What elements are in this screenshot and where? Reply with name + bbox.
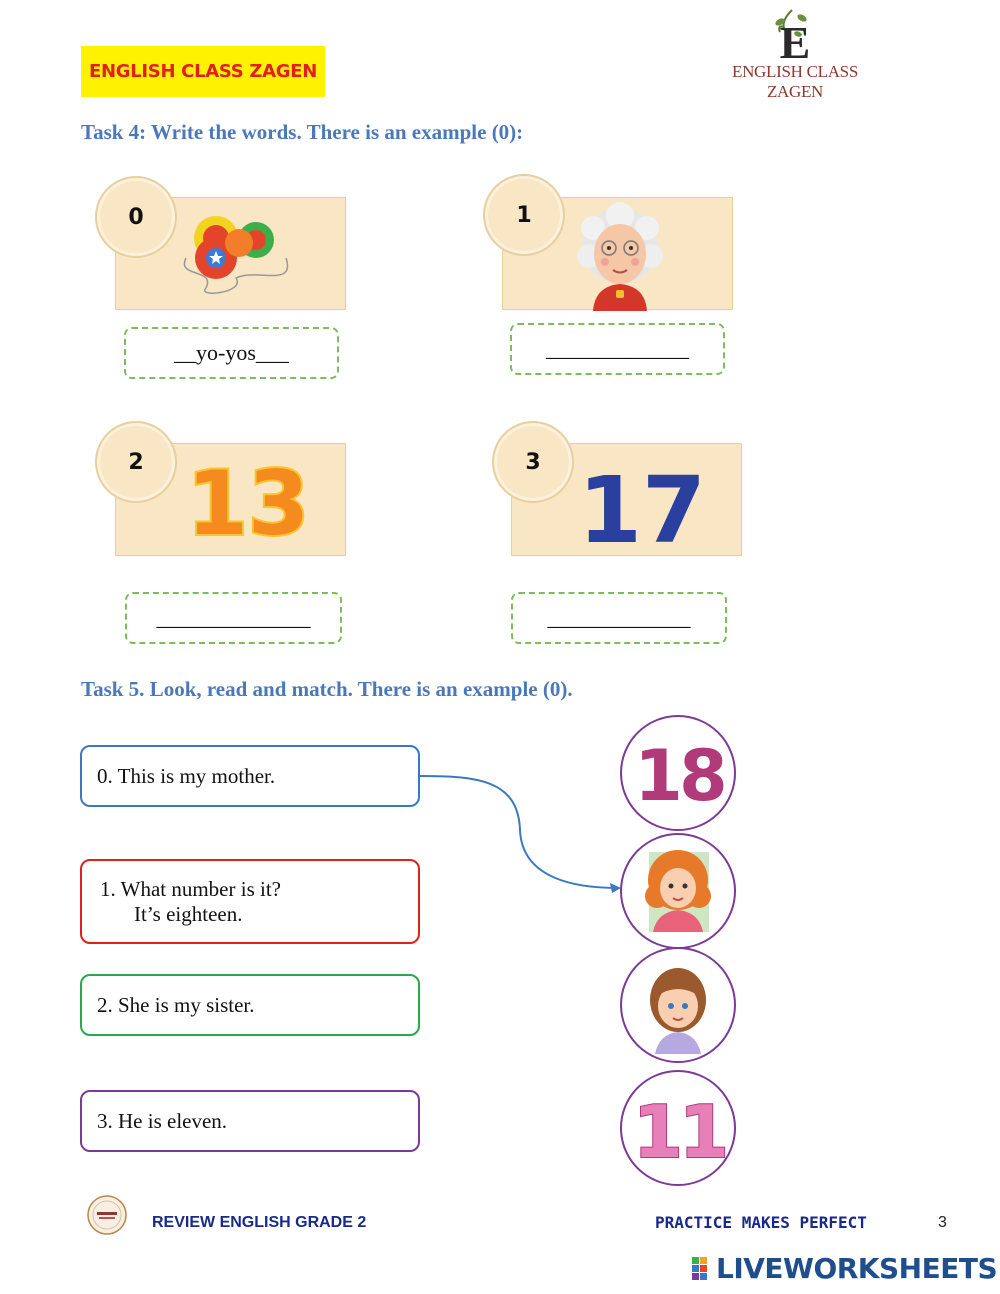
footer-logo-icon [87,1195,127,1235]
number-18-icon [623,718,733,828]
mother-face-icon [623,836,733,946]
page-number: 3 [938,1214,947,1231]
item-number-0: 0 [95,176,177,258]
item-number-1: 1 [483,174,565,256]
sister-face-icon [623,950,733,1060]
match-picture-sister[interactable] [620,947,736,1063]
match-sentence-1[interactable] [80,859,420,944]
answer-field-0[interactable]: __yo-yos___ [124,327,339,379]
match-picture-18[interactable] [620,715,736,831]
svg-text:E: E [779,17,811,66]
sentence-text-line2: It’s eighteen. [134,901,243,926]
logo-text: ENGLISH CLASS ZAGEN [732,62,858,101]
match-sentence-2[interactable] [80,974,420,1036]
item-number-2: 2 [95,421,177,503]
liveworksheets-brand[interactable] [692,1252,997,1285]
sentence-text: 1. What number is it? [100,876,281,901]
sentence-text: 3. He is eleven. [97,1108,228,1133]
example-connector-line [418,770,628,900]
sentence-text: 2. She is my sister. [97,992,255,1017]
answer-field-1[interactable]: _____________ [510,323,725,375]
footer-slogan: PRACTICE MAKES PERFECT [655,1213,867,1232]
match-picture-11[interactable] [620,1070,736,1186]
match-sentence-0[interactable] [80,745,420,807]
liveworksheets-text: LIVEWORKSHEETS [716,1252,998,1285]
logo-emblem-icon [710,6,880,66]
svg-text:13: 13 [186,452,310,555]
task5-title: Task 5. Look, read and match. There is an example (0). [81,677,573,701]
svg-text:11: 11 [632,1090,726,1174]
brand-logo [710,6,880,101]
match-sentence-3[interactable] [80,1090,420,1152]
number-11-icon [623,1073,733,1183]
class-badge: ENGLISH CLASS ZAGEN [81,46,325,97]
svg-text:18: 18 [634,735,724,817]
item-number-3: 3 [492,421,574,503]
svg-text:17: 17 [577,457,707,557]
match-picture-mother[interactable] [620,833,736,949]
sentence-text: 0. This is my mother. [97,763,276,788]
task4-title: Task 4: Write the words. There is an example (0): [81,120,524,144]
answer-field-2[interactable]: ______________ [125,592,342,644]
answer-field-3[interactable]: _____________ [511,592,727,644]
footer-course-title: REVIEW ENGLISH GRADE 2 [152,1214,367,1231]
liveworksheets-logo-icon [692,1255,716,1283]
